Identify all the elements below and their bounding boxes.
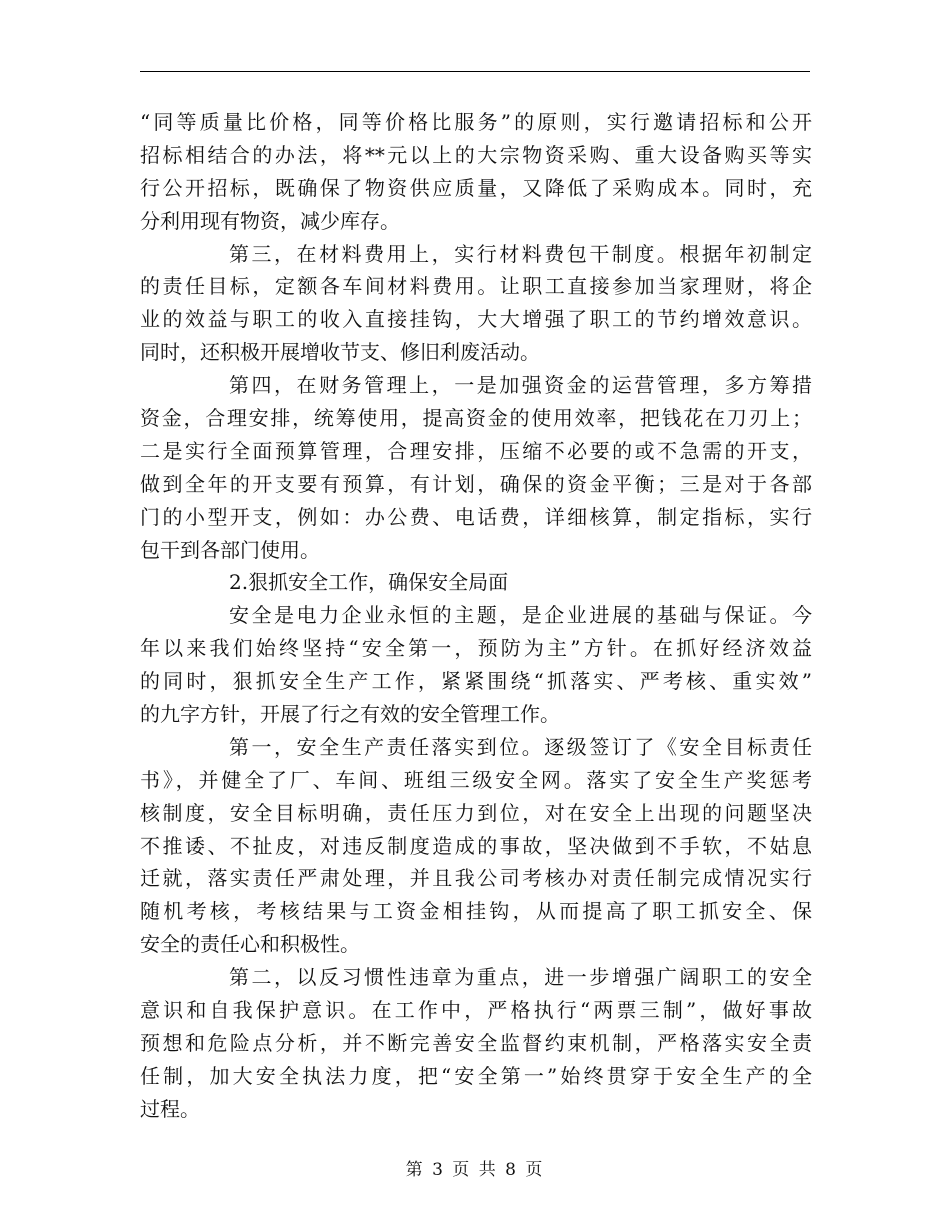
text-line: 第一，安全生产责任落实到位。逐级签订了《安全目标责任 <box>229 734 812 759</box>
text-line: 随机考核，考核结果与工资金相挂钩，从而提高了职工抓安全、保 <box>140 899 812 924</box>
text-line: 预想和危险点分析，并不断完善安全监督约束机制，严格落实安全责 <box>140 1030 812 1055</box>
text-line: 分利用现有物资，减少库存。 <box>140 208 400 233</box>
text-line: 的九字方针，开展了行之有效的安全管理工作。 <box>140 702 560 727</box>
text-line: 安全是电力企业永恒的主题，是企业进展的基础与保证。今 <box>229 603 812 628</box>
text-line: 意识和自我保护意识。在工作中，严格执行“两票三制”，做好事故 <box>140 998 812 1023</box>
text-line: 包干到各部门使用。 <box>140 537 320 562</box>
text-line: 不推诿、不扯皮，对违反制度造成的事故，坚决做到不手软，不姑息 <box>140 833 812 858</box>
text-line: 的责任目标，定额各车间材料费用。让职工直接参加当家理财，将企 <box>140 274 812 299</box>
text-line: 业的效益与职工的收入直接挂钩，大大增强了职工的节约增效意识。 <box>140 307 812 332</box>
text-line: 过程。 <box>140 1096 200 1121</box>
section-heading: 2.狠抓安全工作，确保安全局面 <box>229 570 509 595</box>
text-line: 资金，合理安排，统筹使用，提高资金的使用效率，把钱花在刀刃上； <box>140 406 812 431</box>
text-line: 门的小型开支，例如：办公费、电话费，详细核算，制定指标，实行 <box>140 504 812 529</box>
text-line: 安全的责任心和积极性。 <box>140 932 360 957</box>
text-line: 做到全年的开支要有预算，有计划，确保的资金平衡；三是对于各部 <box>140 471 812 496</box>
header-rule <box>140 71 810 72</box>
page-number: 第 3 页 共 8 页 <box>405 1160 545 1180</box>
document-body <box>140 106 812 1126</box>
text-line: 书》，并健全了厂、车间、班组三级安全网。落实了安全生产奖惩考 <box>140 767 812 792</box>
text-line: 年以来我们始终坚持“安全第一，预防为主”方针。在抓好经济效益 <box>140 636 812 661</box>
text-line: 第二，以反习惯性违章为重点，进一步增强广阔职工的安全 <box>229 965 812 990</box>
text-line: 同时，还积极开展增收节支、修旧利废活动。 <box>140 340 540 365</box>
text-line: 二是实行全面预算管理，合理安排，压缩不必要的或不急需的开支， <box>140 438 812 463</box>
text-line: 核制度，安全目标明确，责任压力到位，对在安全上出现的问题坚决 <box>140 800 812 825</box>
text-line: 的同时，狠抓安全生产工作，紧紧围绕“抓落实、严考核、重实效” <box>140 669 812 694</box>
text-line: 行公开招标，既确保了物资供应质量，又降低了采购成本。同时，充 <box>140 175 812 200</box>
text-line: 任制，加大安全执法力度，把“安全第一”始终贯穿于安全生产的全 <box>140 1063 812 1088</box>
text-line: 第三，在材料费用上，实行材料费包干制度。根据年初制定 <box>229 241 812 266</box>
text-line: 迁就，落实责任严肃处理，并且我公司考核办对责任制完成情况实行 <box>140 866 812 891</box>
text-line: 招标相结合的办法，将**元以上的大宗物资采购、重大设备购买等实 <box>140 142 812 167</box>
text-line: “同等质量比价格，同等价格比服务”的原则，实行邀请招标和公开 <box>140 110 812 134</box>
text-line: 第四，在财务管理上，一是加强资金的运营管理，多方筹措 <box>229 373 812 398</box>
